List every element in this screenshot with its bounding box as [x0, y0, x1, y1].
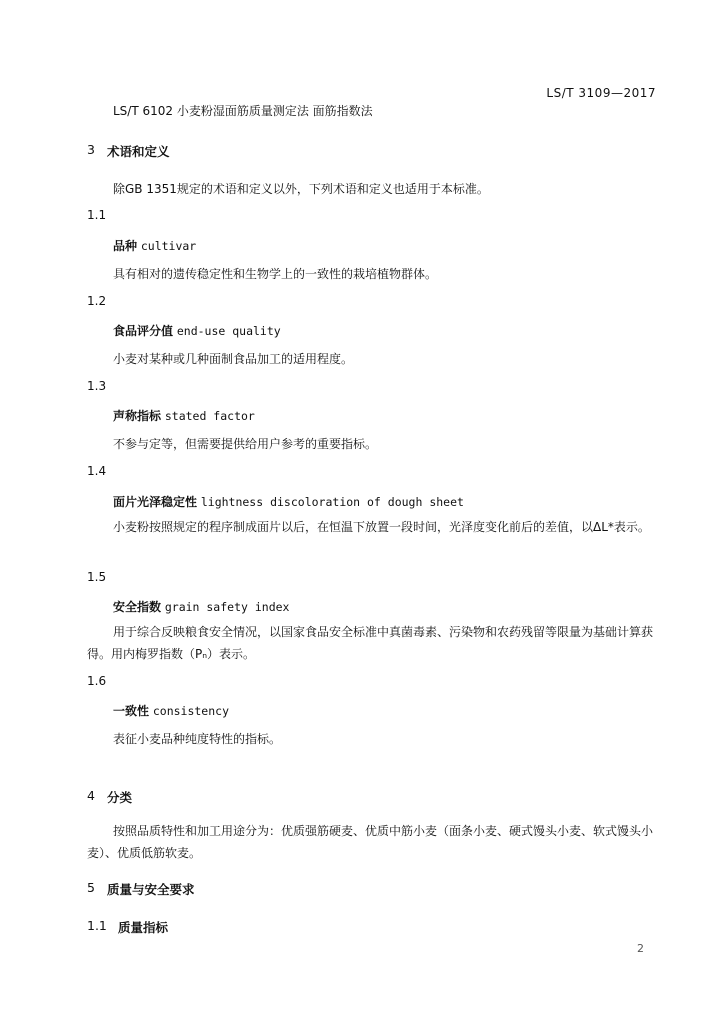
clause-number: 1.3 — [87, 379, 107, 393]
term-cn: 面片光泽稳定性 — [113, 495, 198, 509]
standard-code: LS/T 3109—2017 — [546, 86, 656, 100]
term-heading — [113, 598, 289, 615]
term-definition: 小麦粉按照规定的程序制成面片以后，在恒温下放置一段时间，光泽度变化前后的差值，以ΔL*表示。 — [113, 520, 650, 534]
section-3-number: 3 — [87, 142, 95, 157]
section-3-title: 术语和定义 — [107, 144, 170, 159]
subsection-title: 质量指标 — [118, 920, 169, 935]
clause-number: 1.5 — [87, 570, 107, 584]
section-4-title: 分类 — [107, 790, 133, 805]
term-heading — [113, 237, 196, 254]
term-en: stated factor — [164, 409, 255, 423]
term-en: consistency — [152, 704, 230, 718]
page-number: 2 — [637, 942, 644, 955]
term-definition: 小麦对某种或几种面制食品加工的适用程度。 — [113, 352, 354, 366]
term-en: cultivar — [140, 239, 197, 253]
section-5-number: 5 — [87, 880, 95, 895]
term-definition: 表征小麦品种纯度特性的指标。 — [113, 732, 282, 746]
term-cn: 食品评分值 — [113, 324, 174, 338]
section-5-title: 质量与安全要求 — [107, 882, 195, 897]
clause-number: 1.2 — [87, 294, 107, 308]
term-heading — [113, 407, 255, 424]
clause-number: 1.6 — [87, 674, 107, 688]
term-en: end-use quality — [176, 324, 281, 338]
subsection-number: 1.1 — [87, 918, 107, 933]
section-4-number: 4 — [87, 788, 95, 803]
term-definition: 具有相对的遗传稳定性和生物学上的一致性的栽培植物群体。 — [113, 267, 438, 281]
clause-number: 1.4 — [87, 464, 107, 478]
term-cn: 一致性 — [113, 704, 150, 718]
section-3-intro: 除GB 1351规定的术语和定义以外，下列术语和定义也适用于本标准。 — [113, 182, 489, 196]
reference-standard: LS/T 6102 小麦粉湿面筋质量测定法 面筋指数法 — [113, 104, 373, 118]
clause-number: 1.1 — [87, 208, 107, 222]
term-cn: 声称指标 — [113, 409, 162, 423]
term-definition: 不参与定等，但需要提供给用户参考的重要指标。 — [113, 437, 378, 451]
term-en: lightness discoloration of dough sheet — [200, 495, 464, 509]
term-en: grain safety index — [164, 600, 290, 614]
section-4-text: 按照品质特性和加工用途分为：优质强筋硬麦、优质中筋小麦（面条小麦、硬式馒头小麦、软式馒头小麦）、优质低筋软麦。 — [87, 824, 654, 860]
term-heading — [113, 493, 464, 510]
term-definition: 用于综合反映粮食安全情况，以国家食品安全标准中真菌毒素、污染物和农药残留等限量为基础计算获得。用内梅罗指数（Pₙ）表示。 — [87, 625, 654, 661]
term-heading — [113, 702, 229, 719]
term-cn: 安全指数 — [113, 600, 162, 614]
term-heading — [113, 322, 281, 339]
term-cn: 品种 — [113, 239, 138, 253]
